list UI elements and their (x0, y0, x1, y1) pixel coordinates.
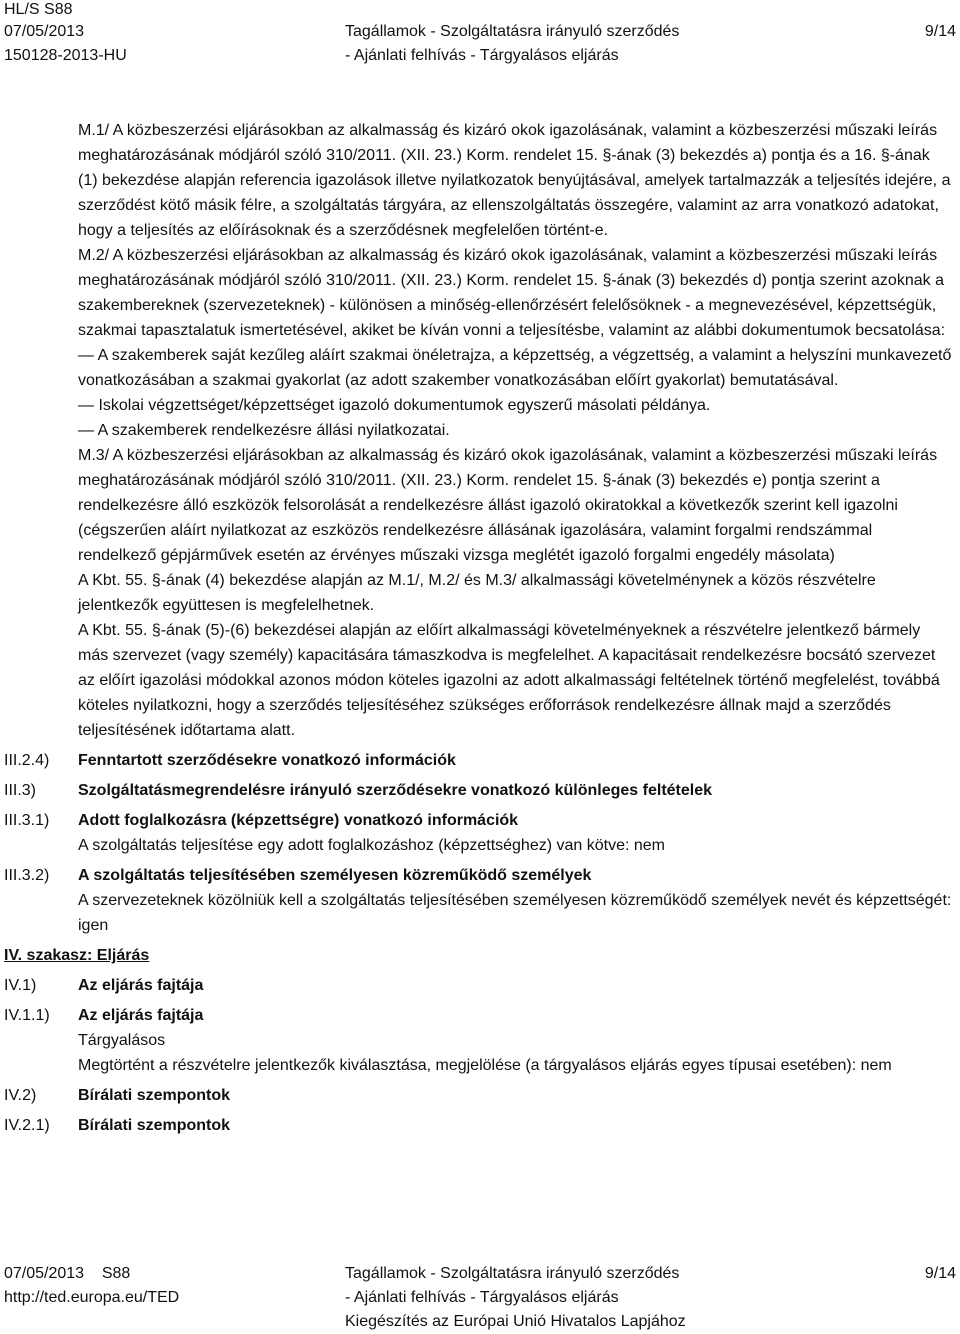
footer-url[interactable]: http://ted.europa.eu/TED (4, 1289, 180, 1306)
page-header (0, 0, 960, 70)
section-iv-1 (0, 973, 960, 998)
section-number: III.2.4) (4, 752, 50, 769)
section-iv-2-1 (0, 1113, 960, 1138)
section-number: IV.1.1) (4, 1007, 50, 1024)
section-number: III.3) (4, 782, 37, 799)
m2-bullet-1: — A szakemberek saját kezűleg aláírt szakmai önéletrajza, a képzettség, a végzettség, a valamint a helyszíni munkavezető vonatkozásában a szakmai gyakorlat (az adott szakember vonatkozásában előírt gyakorlat) bemutatásával. (78, 347, 952, 389)
section-text: A szolgáltatás teljesítése egy adott foglalkozáshoz (képzettséghez) van kötve: nem (78, 837, 665, 854)
footer-title-3: Kiegészítés az Európai Unió Hivatalos Lapjához (345, 1313, 686, 1330)
footer-date: 07/05/2013 (4, 1265, 85, 1282)
section-iii-3-1 (0, 808, 960, 858)
m1-paragraph: M.1/ A közbeszerzési eljárásokban az alkalmasság és kizáró okok igazolásának, valamint a közbeszerzési műszaki leírás meghatározásának módjáról szóló 310/2011. (XII. 23.) Korm. rendelet 15. §-ának (3) bekezdés a) pontja és a 16. §-ának (1) bekezdése alapján referencia igazolások illetve nyilatkozatok benyújtásával, amelyek tartalmazzák a teljesítés idejére, a szerződést kötő másik félre, a szolgáltatás tárgyára, az ellenszolgáltatás összegére, valamint az arra vonatkozó adatokat, hogy a teljesítés az előírásoknak és a szerződésnek megfelelően történt-e. (78, 122, 951, 239)
section-title: Adott foglalkozásra (képzettségre) vonatkozó információk (78, 812, 519, 829)
doc-code: HL/S S88 (4, 1, 73, 18)
footer-title-1: Tagállamok - Szolgáltatásra irányuló szerződés (345, 1265, 680, 1282)
section-iv-1-1 (0, 1003, 960, 1078)
header-page: 9/14 (924, 23, 956, 40)
section-iii-3 (0, 778, 960, 803)
footer-date-code (4, 1264, 130, 1284)
section-number: IV.2) (4, 1087, 37, 1104)
header-title-1: Tagállamok - Szolgáltatásra irányuló szerződés (345, 23, 680, 40)
section-title: Fenntartott szerződésekre vonatkozó információk (78, 752, 456, 769)
section-title: Szolgáltatásmegrendelésre irányuló szerződésekre vonatkozó különleges feltételek (78, 782, 713, 799)
header-title-2: - Ajánlati felhívás - Tárgyalásos eljárás (345, 47, 619, 64)
header-date: 07/05/2013 (4, 23, 85, 40)
section-iii-2-4 (0, 748, 960, 773)
section-text: A szervezeteknek közölniük kell a szolgáltatás teljesítésében személyesen közreműködő személyek nevét és képzettségét: igen (78, 892, 952, 934)
m3-paragraph: M.3/ A közbeszerzési eljárásokban az alkalmasság és kizáró okok igazolásának, valamint a közbeszerzési műszaki leírás meghatározásának módjáról szóló 310/2011. (XII. 23.) Korm. rendelet 15. §-ának (3) bekezdés e) pontja szerint a rendelkezésre álló eszközök felsorolását a rendelkezésre állást igazoló okiratokkal a következők szerint kell igazolni (cégszerűen aláírt nyilatkozat az eszközös rendelkezésre állásának igazolására, valamint forgalmi rendszámmal rendelkező gépjárművek esetén az érvényes műszaki vizsga meglétét igazoló forgalmi engedély másolata) (78, 447, 938, 564)
section-title: Bírálati szempontok (78, 1087, 231, 1104)
kbt-paragraph-1: A Kbt. 55. §-ának (4) bekezdése alapján az M.1/, M.2/ és M.3/ alkalmassági követelménynek a közös részvételre jelentkezők együttesen is megfelelhetnek. (78, 572, 876, 614)
m2-bullet-2: — Iskolai végzettséget/képzettséget igazoló dokumentumok egyszerű másolati példánya. (78, 397, 711, 414)
footer-page: 9/14 (924, 1265, 956, 1282)
m2-bullet-3: — A szakemberek rendelkezésre állási nyilatkozatai. (78, 422, 450, 439)
page-footer (0, 1264, 960, 1334)
section-iv-2 (0, 1083, 960, 1108)
section-text: Megtörtént a részvételre jelentkezők kiválasztása, megjelölése (a tárgyalásos eljárás egyes típusai esetében): nem (78, 1057, 892, 1074)
header-ref: 150128-2013-HU (4, 47, 127, 64)
section-title: A szolgáltatás teljesítésében személyesen közreműködő személyek (78, 867, 592, 884)
section-title: Az eljárás fajtája (78, 977, 204, 994)
section-iii-3-2 (0, 863, 960, 938)
section-number: IV.2.1) (4, 1117, 50, 1134)
document-body (0, 118, 960, 1138)
section-title: Az eljárás fajtája (78, 1007, 204, 1024)
section-text: Tárgyalásos (78, 1032, 166, 1049)
section-title: Bírálati szempontok (78, 1117, 231, 1134)
section-number: IV.1) (4, 977, 37, 994)
footer-code: S88 (101, 1265, 131, 1282)
section-number: III.3.2) (4, 867, 50, 884)
kbt-paragraph-2: A Kbt. 55. §-ának (5)-(6) bekezdései alapján az előírt alkalmassági követelményeknek a részvételre jelentkező bármely más szervezet (vagy személy) kapacitására támaszkodva is megfelelhet. A kapacitásait rendelkezésre bocsátó szervezet az előírt igazolási módokkal azonos módon köteles igazolni az adott alkalmassági feltételnek történő megfelelést, továbbá köteles nyilatkozni, hogy a szerződés teljesítéséhez szükséges erőforrások rendelkezésre állnak majd a szerződés teljesítésének időtartama alatt. (78, 622, 940, 739)
m2-paragraph: M.2/ A közbeszerzési eljárásokban az alkalmasság és kizáró okok igazolásának, valamint a közbeszerzési műszaki leírás meghatározásának módjáról szóló 310/2011. (XII. 23.) Korm. rendelet 15. §-ának (3) bekezdés d) pontja szerint azoknak a szakembereknek (szervezeteknek) - különösen a minőség-ellenőrzésért felelősöknek - a megnevezésével, képzettségük, szakmai tapasztalatuk ismertetésével, akiket be kíván vonni a teljesítésbe, valamint az alábbi dokumentumok becsatolása: (78, 247, 946, 339)
section-number: III.3.1) (4, 812, 50, 829)
part-iv-heading: IV. szakasz: Eljárás (4, 947, 150, 964)
footer-title-2: - Ajánlati felhívás - Tárgyalásos eljárás (345, 1289, 619, 1306)
